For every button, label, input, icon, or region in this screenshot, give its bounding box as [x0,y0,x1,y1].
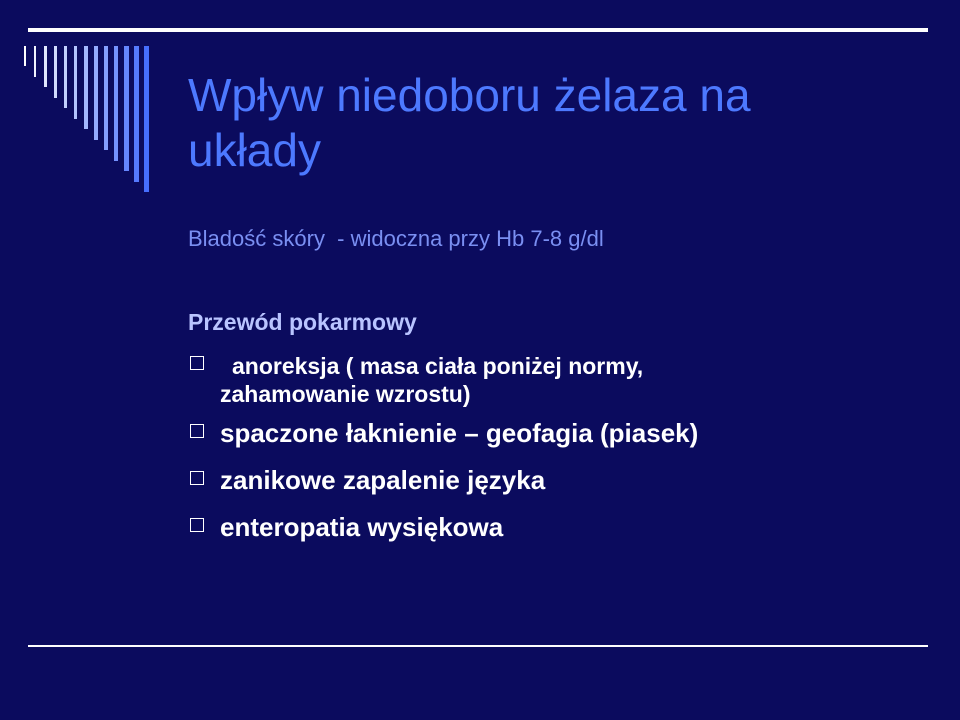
section-heading: Przewód pokarmowy [188,309,417,335]
decorative-bar [104,46,108,150]
decorative-bar [54,46,57,98]
subtitle: Bladość skóry - widoczna przy Hb 7-8 g/dl [188,226,604,251]
hollow-square-icon [190,424,204,438]
hollow-square-icon [190,356,204,370]
decorative-bar [114,46,118,161]
decorative-bars [24,46,164,192]
top-rule [28,28,928,32]
decorative-bar [64,46,67,108]
decorative-bar [24,46,26,66]
hollow-square-icon [190,518,204,532]
decorative-bar [44,46,47,87]
decorative-bar [124,46,129,171]
decorative-bar [84,46,88,129]
decorative-bar [134,46,139,182]
list-item [188,352,868,408]
decorative-bar [94,46,98,140]
bottom-rule [28,645,928,647]
decorative-bar [34,46,36,77]
bullet-text: spaczone łaknienie – geofagia (piasek) [220,418,699,448]
list-item [188,512,868,542]
list-item [188,465,868,495]
decorative-bar [144,46,149,192]
bullet-line: anoreksja ( masa ciała poniżej normy, [232,353,644,379]
bullet-list [188,352,868,559]
hollow-square-icon [190,471,204,485]
bullet-text: zanikowe zapalenie języka [220,465,546,495]
bullet-line-continued: zahamowanie wzrostu) [220,381,471,407]
list-item [188,418,868,448]
decorative-bar [74,46,77,119]
bullet-text: enteropatia wysiękowa [220,512,504,542]
slide-title: Wpływ niedoboru żelaza na układy [188,69,751,176]
